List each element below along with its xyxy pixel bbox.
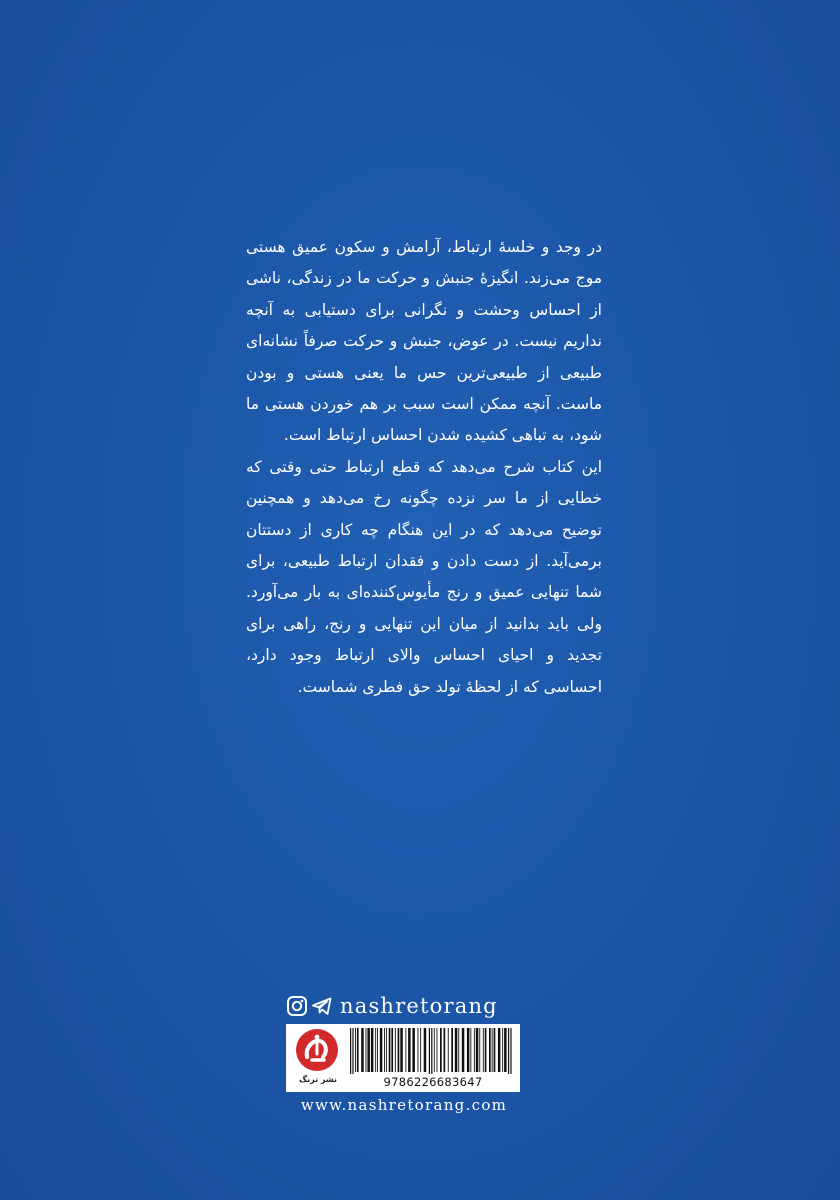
- social-handle: nashretorang: [340, 994, 498, 1018]
- barcode-panel: [286, 1024, 520, 1092]
- publisher-logo: [290, 1027, 344, 1089]
- blurb-text: [246, 232, 602, 703]
- barcode: [348, 1028, 516, 1074]
- blurb-paragraph-2: این کتاب شرح می‌دهد که قطع ارتباط حتی وقتی که خطایی از ما سر نزده چگونه رخ می‌دهد و همچنین توضیح می‌دهد که در این هنگام چه کاری از دستتان برمی‌آید. از دست دادن و فقدان ارتباط طبیعی، برای شما تنهایی عمیق و رنج مأیوس‌کننده‌ای به بار می‌آورد. ولی باید بدانید از میان این تنهایی و رنج، راهی برای تجدید و احیای احساس والای ارتباط وجود دارد، احساسی که از لحظهٔ تولد حق فطری شماست.: [246, 457, 602, 696]
- website-url: www.nashretorang.com: [300, 1096, 508, 1114]
- blurb-paragraph-1: در وجد و خلسهٔ ارتباط، آرامش و سکون عمیق هستی موج می‌زند. انگیزهٔ جنبش و حرکت ما در زندگی، ناشی از احساس وحشت و نگرانی برای دستیابی به آنچه نداریم نیست. در عوض، جنبش و حرکت صرفاً نشانه‌ای طبیعی از طبیعی‌ترین حس ما یعنی هستی و بودن ماست. آنچه ممکن است سبب بر هم خوردن هستی ما شود، به تباهی کشیده شدن احساس ارتباط است.: [246, 238, 602, 445]
- publisher-name: نشر ترنگ: [298, 1075, 338, 1084]
- isbn-number: 9786226683647: [383, 1075, 483, 1089]
- telegram-icon: [311, 995, 333, 1017]
- social-handle-row: [286, 993, 522, 1019]
- instagram-icon: [286, 995, 308, 1017]
